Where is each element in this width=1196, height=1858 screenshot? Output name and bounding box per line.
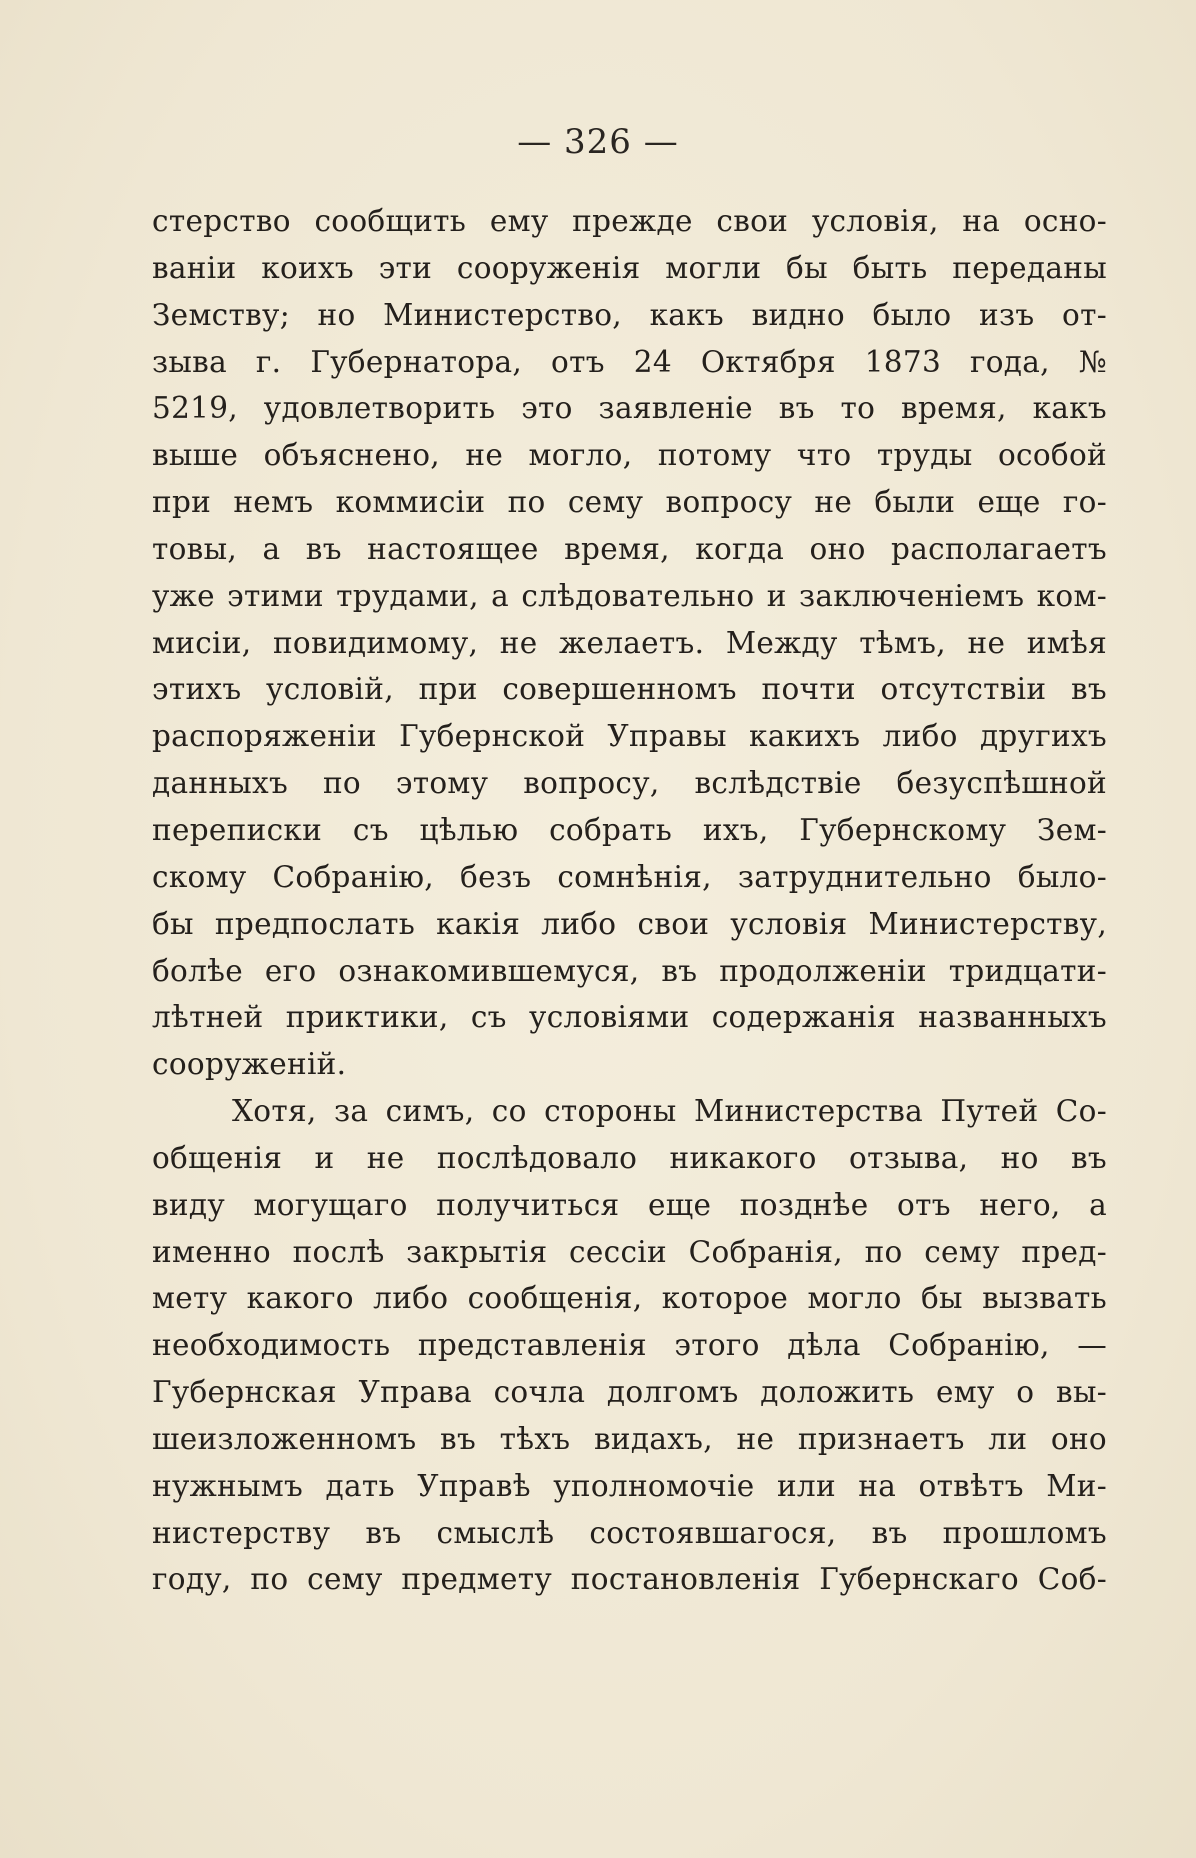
text-line: сооруженій. xyxy=(152,1047,347,1082)
page-number: — 326 — xyxy=(517,122,679,162)
text-line: переписки съ цѣлью собрать ихъ, Губернскому Зем- xyxy=(152,812,1107,847)
paragraph-1 xyxy=(152,198,1107,1088)
text-line: болѣе его ознакомившемуся, въ продолженіи тридцати- xyxy=(152,953,1107,988)
text-line: бы предпослать какія либо свои условія Министерству, xyxy=(152,906,1107,941)
text-line: зыва г. Губернатора, отъ 24 Октября 1873 года, № xyxy=(152,344,1107,379)
text-line: ваніи коихъ эти сооруженія могли бы быть переданы xyxy=(152,250,1107,285)
text-line: общенія и не послѣдовало никакого отзыва, но въ xyxy=(152,1140,1107,1175)
text-line: при немъ коммисіи по сему вопросу не были еще го- xyxy=(152,485,1107,520)
text-line: товы, а въ настоящее время, когда оно располагаетъ xyxy=(152,531,1107,566)
text-line: Губернская Управа сочла долгомъ доложить ему о вы- xyxy=(152,1375,1107,1410)
text-line: скому Собранію, безъ сомнѣнія, затруднительно было- xyxy=(152,859,1107,894)
text-line: Хотя, за симъ, со стороны Министерства Путей Со- xyxy=(232,1094,1107,1129)
text-line: именно послѣ закрытія сессіи Собранія, по сему пред- xyxy=(152,1234,1107,1269)
text-line: уже этими трудами, а слѣдовательно и заключеніемъ ком- xyxy=(152,578,1107,613)
text-line: этихъ условій, при совершенномъ почти отсутствіи въ xyxy=(152,672,1107,707)
text-line: году, по сему предмету постановленія Губернскаго Соб- xyxy=(152,1562,1107,1597)
text-line: выше объяснено, не могло, потому что труды особой xyxy=(152,438,1107,473)
text-line: 5219, удовлетворить это заявленіе въ то время, какъ xyxy=(152,391,1107,426)
text-line: Земству; но Министерство, какъ видно было изъ от- xyxy=(152,297,1107,332)
text-line: нистерству въ смыслѣ состоявшагося, въ прошломъ xyxy=(152,1515,1107,1550)
text-line: распоряженіи Губернской Управы какихъ либо другихъ xyxy=(152,719,1107,754)
body-text xyxy=(152,198,1107,1603)
text-line: данныхъ по этому вопросу, вслѣдствіе безуспѣшной xyxy=(152,766,1107,801)
text-line: виду могущаго получиться еще позднѣе отъ него, а xyxy=(152,1187,1107,1222)
text-line: мету какого либо сообщенія, которое могло бы вызвать xyxy=(152,1281,1107,1316)
text-line: шеизложенномъ въ тѣхъ видахъ, не признаетъ ли оно xyxy=(152,1421,1107,1456)
text-line: стерство сообщить ему прежде свои условія, на осно- xyxy=(152,204,1107,238)
text-line: мисіи, повидимому, не желаетъ. Между тѣмъ, не имѣя xyxy=(152,625,1107,660)
text-line: нужнымъ дать Управѣ уполномочіе или на отвѣтъ Ми- xyxy=(152,1468,1107,1503)
paragraph-2 xyxy=(152,1088,1107,1603)
text-line: лѣтней приктики, съ условіями содержанія названныхъ xyxy=(152,1000,1107,1035)
text-line: необходимость представленія этого дѣла Собранію, — xyxy=(152,1328,1107,1363)
